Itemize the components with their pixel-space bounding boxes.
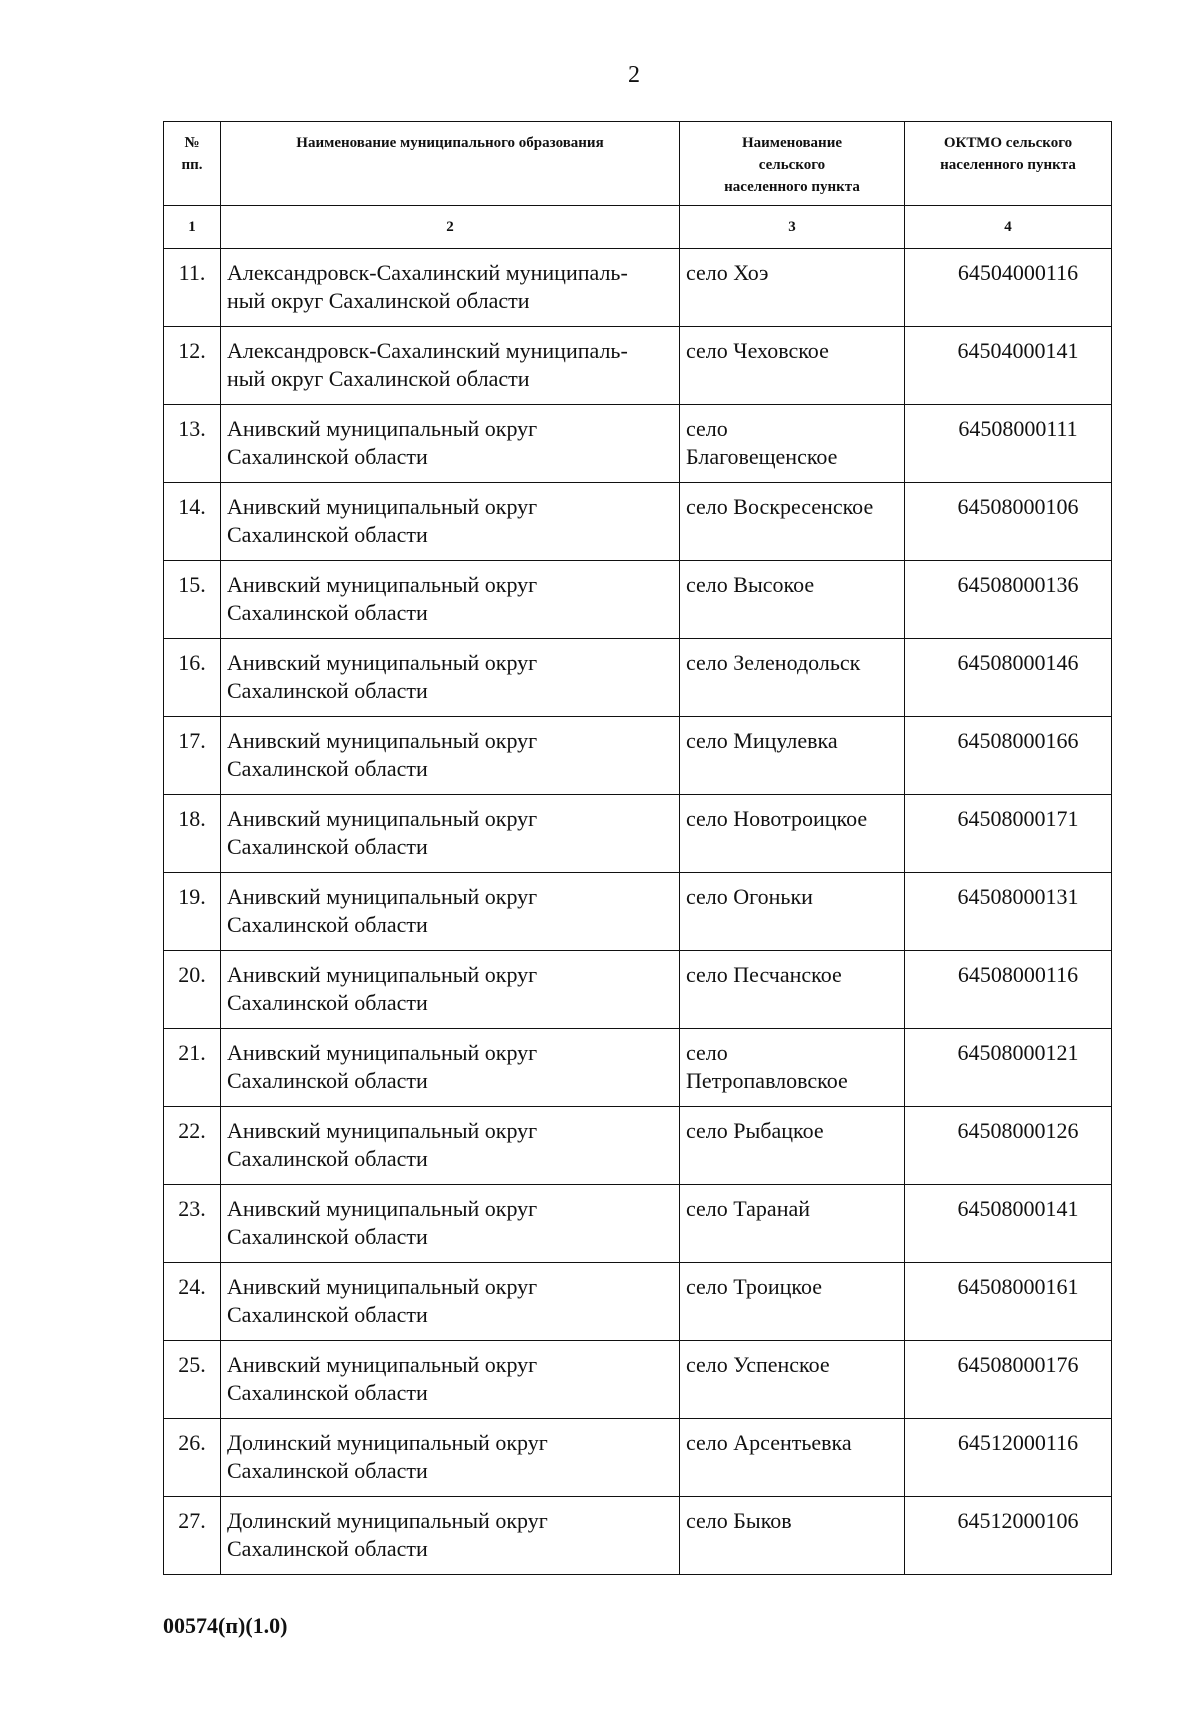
- settlement-cell: село Благовещенское: [680, 405, 905, 483]
- municipality-cell: Анивский муниципальный округ Сахалинской области: [221, 1029, 680, 1107]
- municipality-cell: Анивский муниципальный округ Сахалинской области: [221, 1185, 680, 1263]
- header-oktmo: ОКТМО сельского населенного пункта: [905, 122, 1112, 206]
- municipality-cell: Анивский муниципальный округ Сахалинской области: [221, 951, 680, 1029]
- row-number-cell: 12.: [164, 327, 221, 405]
- oktmo-code-cell: 64508000136: [905, 561, 1112, 639]
- settlement-cell: село Воскресенское: [680, 483, 905, 561]
- table-row: [164, 561, 1112, 639]
- oktmo-code-cell: 64508000126: [905, 1107, 1112, 1185]
- municipality-cell: Анивский муниципальный округ Сахалинской области: [221, 561, 680, 639]
- row-number-cell: 19.: [164, 873, 221, 951]
- table-body: [164, 249, 1112, 1575]
- table-row: [164, 639, 1112, 717]
- settlement-cell: село Успенское: [680, 1341, 905, 1419]
- row-number-cell: 15.: [164, 561, 221, 639]
- table-row: [164, 327, 1112, 405]
- oktmo-code-cell: 64508000141: [905, 1185, 1112, 1263]
- table-row: [164, 1497, 1112, 1575]
- municipality-cell: Долинский муниципальный округ Сахалинской области: [221, 1419, 680, 1497]
- table-row: [164, 795, 1112, 873]
- table-header-row: [164, 122, 1112, 206]
- row-number-cell: 23.: [164, 1185, 221, 1263]
- municipality-cell: Анивский муниципальный округ Сахалинской области: [221, 1263, 680, 1341]
- row-number-cell: 17.: [164, 717, 221, 795]
- settlements-table: [163, 121, 1112, 1575]
- table-row: [164, 249, 1112, 327]
- header-num: № пп.: [164, 122, 221, 206]
- row-number-cell: 24.: [164, 1263, 221, 1341]
- table-row: [164, 483, 1112, 561]
- settlement-cell: село Огоньки: [680, 873, 905, 951]
- municipality-cell: Александровск-Сахалинский муниципаль- ный округ Сахалинской области: [221, 327, 680, 405]
- settlement-cell: село Петропавловское: [680, 1029, 905, 1107]
- municipality-cell: Анивский муниципальный округ Сахалинской области: [221, 483, 680, 561]
- municipality-cell: Анивский муниципальный округ Сахалинской области: [221, 873, 680, 951]
- table-row: [164, 1185, 1112, 1263]
- row-number-cell: 13.: [164, 405, 221, 483]
- row-number-cell: 20.: [164, 951, 221, 1029]
- row-number-cell: 26.: [164, 1419, 221, 1497]
- row-number-cell: 27.: [164, 1497, 221, 1575]
- settlement-cell: село Зеленодольск: [680, 639, 905, 717]
- column-number: 1: [164, 206, 221, 249]
- row-number-cell: 14.: [164, 483, 221, 561]
- settlement-cell: село Таранай: [680, 1185, 905, 1263]
- table-row: [164, 717, 1112, 795]
- row-number-cell: 18.: [164, 795, 221, 873]
- municipality-cell: Анивский муниципальный округ Сахалинской области: [221, 795, 680, 873]
- document-code: 00574(п)(1.0): [163, 1613, 288, 1638]
- table-row: [164, 1263, 1112, 1341]
- settlement-cell: село Хоэ: [680, 249, 905, 327]
- settlement-cell: село Песчанское: [680, 951, 905, 1029]
- settlement-cell: село Новотроицкое: [680, 795, 905, 873]
- municipality-cell: Анивский муниципальный округ Сахалинской области: [221, 717, 680, 795]
- settlement-cell: село Арсентьевка: [680, 1419, 905, 1497]
- row-number-cell: 16.: [164, 639, 221, 717]
- settlement-cell: село Рыбацкое: [680, 1107, 905, 1185]
- oktmo-code-cell: 64508000171: [905, 795, 1112, 873]
- oktmo-code-cell: 64512000106: [905, 1497, 1112, 1575]
- settlement-cell: село Чеховское: [680, 327, 905, 405]
- page-number: 2: [628, 62, 640, 88]
- municipality-cell: Анивский муниципальный округ Сахалинской области: [221, 1107, 680, 1185]
- settlement-cell: село Высокое: [680, 561, 905, 639]
- oktmo-code-cell: 64508000166: [905, 717, 1112, 795]
- row-number-cell: 25.: [164, 1341, 221, 1419]
- column-number: 2: [221, 206, 680, 249]
- oktmo-code-cell: 64512000116: [905, 1419, 1112, 1497]
- oktmo-code-cell: 64508000121: [905, 1029, 1112, 1107]
- oktmo-code-cell: 64508000161: [905, 1263, 1112, 1341]
- oktmo-code-cell: 64508000116: [905, 951, 1112, 1029]
- settlement-cell: село Мицулевка: [680, 717, 905, 795]
- settlement-cell: село Троицкое: [680, 1263, 905, 1341]
- municipality-cell: Александровск-Сахалинский муниципаль- ный округ Сахалинской области: [221, 249, 680, 327]
- table-row: [164, 951, 1112, 1029]
- table-row: [164, 1419, 1112, 1497]
- row-number-cell: 22.: [164, 1107, 221, 1185]
- oktmo-code-cell: 64508000146: [905, 639, 1112, 717]
- municipality-cell: Анивский муниципальный округ Сахалинской области: [221, 405, 680, 483]
- municipality-cell: Долинский муниципальный округ Сахалинской области: [221, 1497, 680, 1575]
- settlement-cell: село Быков: [680, 1497, 905, 1575]
- row-number-cell: 21.: [164, 1029, 221, 1107]
- table-row: [164, 1029, 1112, 1107]
- column-number: 3: [680, 206, 905, 249]
- table-row: [164, 873, 1112, 951]
- oktmo-code-cell: 64508000176: [905, 1341, 1112, 1419]
- table-row: [164, 1341, 1112, 1419]
- table-row: [164, 405, 1112, 483]
- oktmo-code-cell: 64508000131: [905, 873, 1112, 951]
- oktmo-code-cell: 64508000106: [905, 483, 1112, 561]
- header-settlement: Наименование сельского населенного пункта: [680, 122, 905, 206]
- municipality-cell: Анивский муниципальный округ Сахалинской области: [221, 639, 680, 717]
- row-number-cell: 11.: [164, 249, 221, 327]
- oktmo-code-cell: 64508000111: [905, 405, 1112, 483]
- oktmo-code-cell: 64504000141: [905, 327, 1112, 405]
- municipality-cell: Анивский муниципальный округ Сахалинской области: [221, 1341, 680, 1419]
- table-row: [164, 1107, 1112, 1185]
- oktmo-code-cell: 64504000116: [905, 249, 1112, 327]
- column-number: 4: [905, 206, 1112, 249]
- column-number-row: [164, 206, 1112, 249]
- header-municipality: Наименование муниципального образования: [221, 122, 680, 206]
